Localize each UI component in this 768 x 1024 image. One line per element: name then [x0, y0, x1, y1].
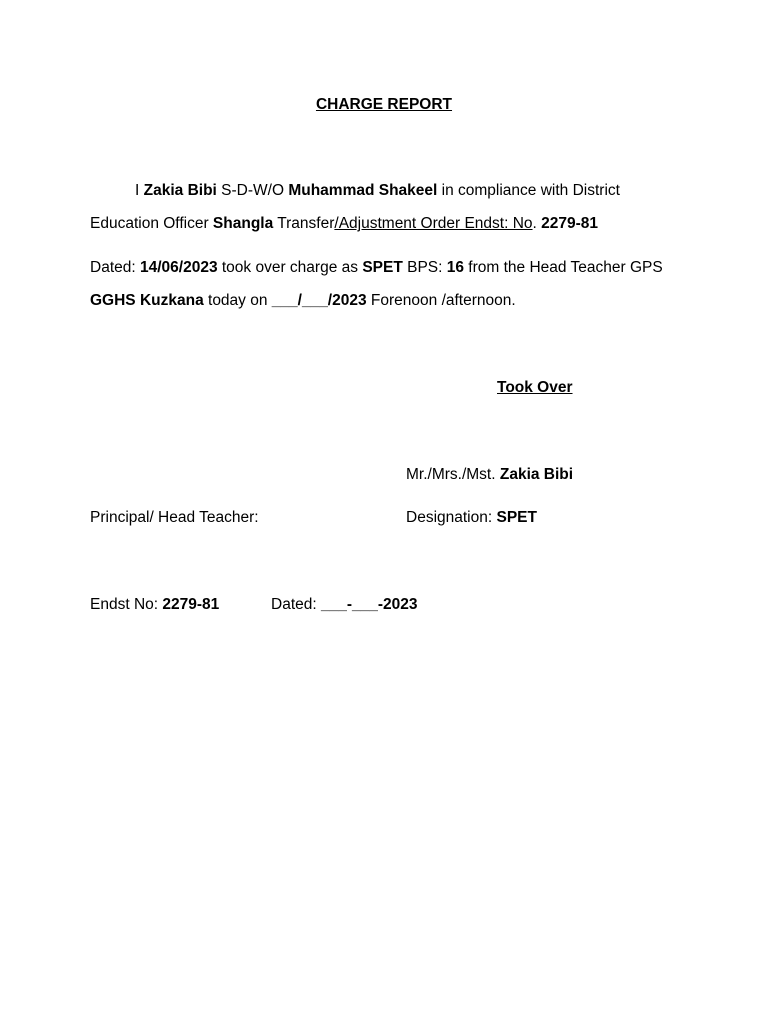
- took-over-heading: [497, 378, 573, 398]
- father-name: Muhammad Shakeel: [288, 182, 438, 199]
- took-over-text: Took Over: [497, 379, 573, 396]
- dated-label: Dated:: [90, 259, 140, 276]
- title-text: CHARGE REPORT: [315, 96, 453, 113]
- officer-text: Education Officer: [90, 215, 213, 232]
- paragraph-1-line-1: [135, 181, 620, 201]
- endorsement-date-line: [271, 595, 418, 615]
- paragraph-2-line-2: [90, 291, 516, 311]
- principal-text: Principal/ Head Teacher:: [90, 509, 259, 526]
- paragraph-1-line-2: [90, 214, 598, 234]
- endorsement-number-line: [90, 595, 219, 615]
- endst-number: 2279-81: [162, 596, 220, 613]
- endst-dated-value: ___-___-2023: [320, 596, 418, 613]
- signatory-name-line: [406, 465, 573, 485]
- took-charge-text: took over charge as: [217, 259, 363, 276]
- designation-label: Designation:: [406, 509, 497, 526]
- compliance-text: in compliance with District: [437, 182, 620, 199]
- head-teacher-text: from the Head Teacher GPS: [463, 259, 663, 276]
- employee-name: Zakia Bibi: [143, 182, 217, 199]
- designation-line: [406, 508, 537, 528]
- paragraph-2-line-1: [90, 258, 663, 278]
- post-name: SPET: [362, 259, 403, 276]
- order-date: 14/06/2023: [139, 259, 218, 276]
- salutation-text: Mr./Mrs./Mst.: [406, 466, 500, 483]
- school-name: GGHS Kuzkana: [90, 292, 204, 309]
- signatory-name: Zakia Bibi: [499, 466, 574, 483]
- order-number: 2279-81: [541, 215, 599, 232]
- pronoun-text: I: [135, 182, 144, 199]
- dot-text: .: [532, 215, 542, 232]
- bps-label: BPS:: [402, 259, 447, 276]
- principal-label: [90, 508, 259, 528]
- bps-value: 16: [446, 259, 464, 276]
- order-text: /Adjustment Order Endst: No: [334, 215, 533, 232]
- today-text: today on: [203, 292, 272, 309]
- designation-value: SPET: [496, 509, 537, 526]
- transfer-text: Transfer: [273, 215, 335, 232]
- endst-label: Endst No:: [90, 596, 163, 613]
- charge-date-blank: ___/___/2023: [271, 292, 367, 309]
- forenoon-text: Forenoon /afternoon.: [366, 292, 516, 309]
- document-title: [0, 95, 768, 115]
- district-name: Shangla: [212, 215, 274, 232]
- endst-dated-label: Dated:: [271, 596, 321, 613]
- relation-text: S-D-W/O: [216, 182, 289, 199]
